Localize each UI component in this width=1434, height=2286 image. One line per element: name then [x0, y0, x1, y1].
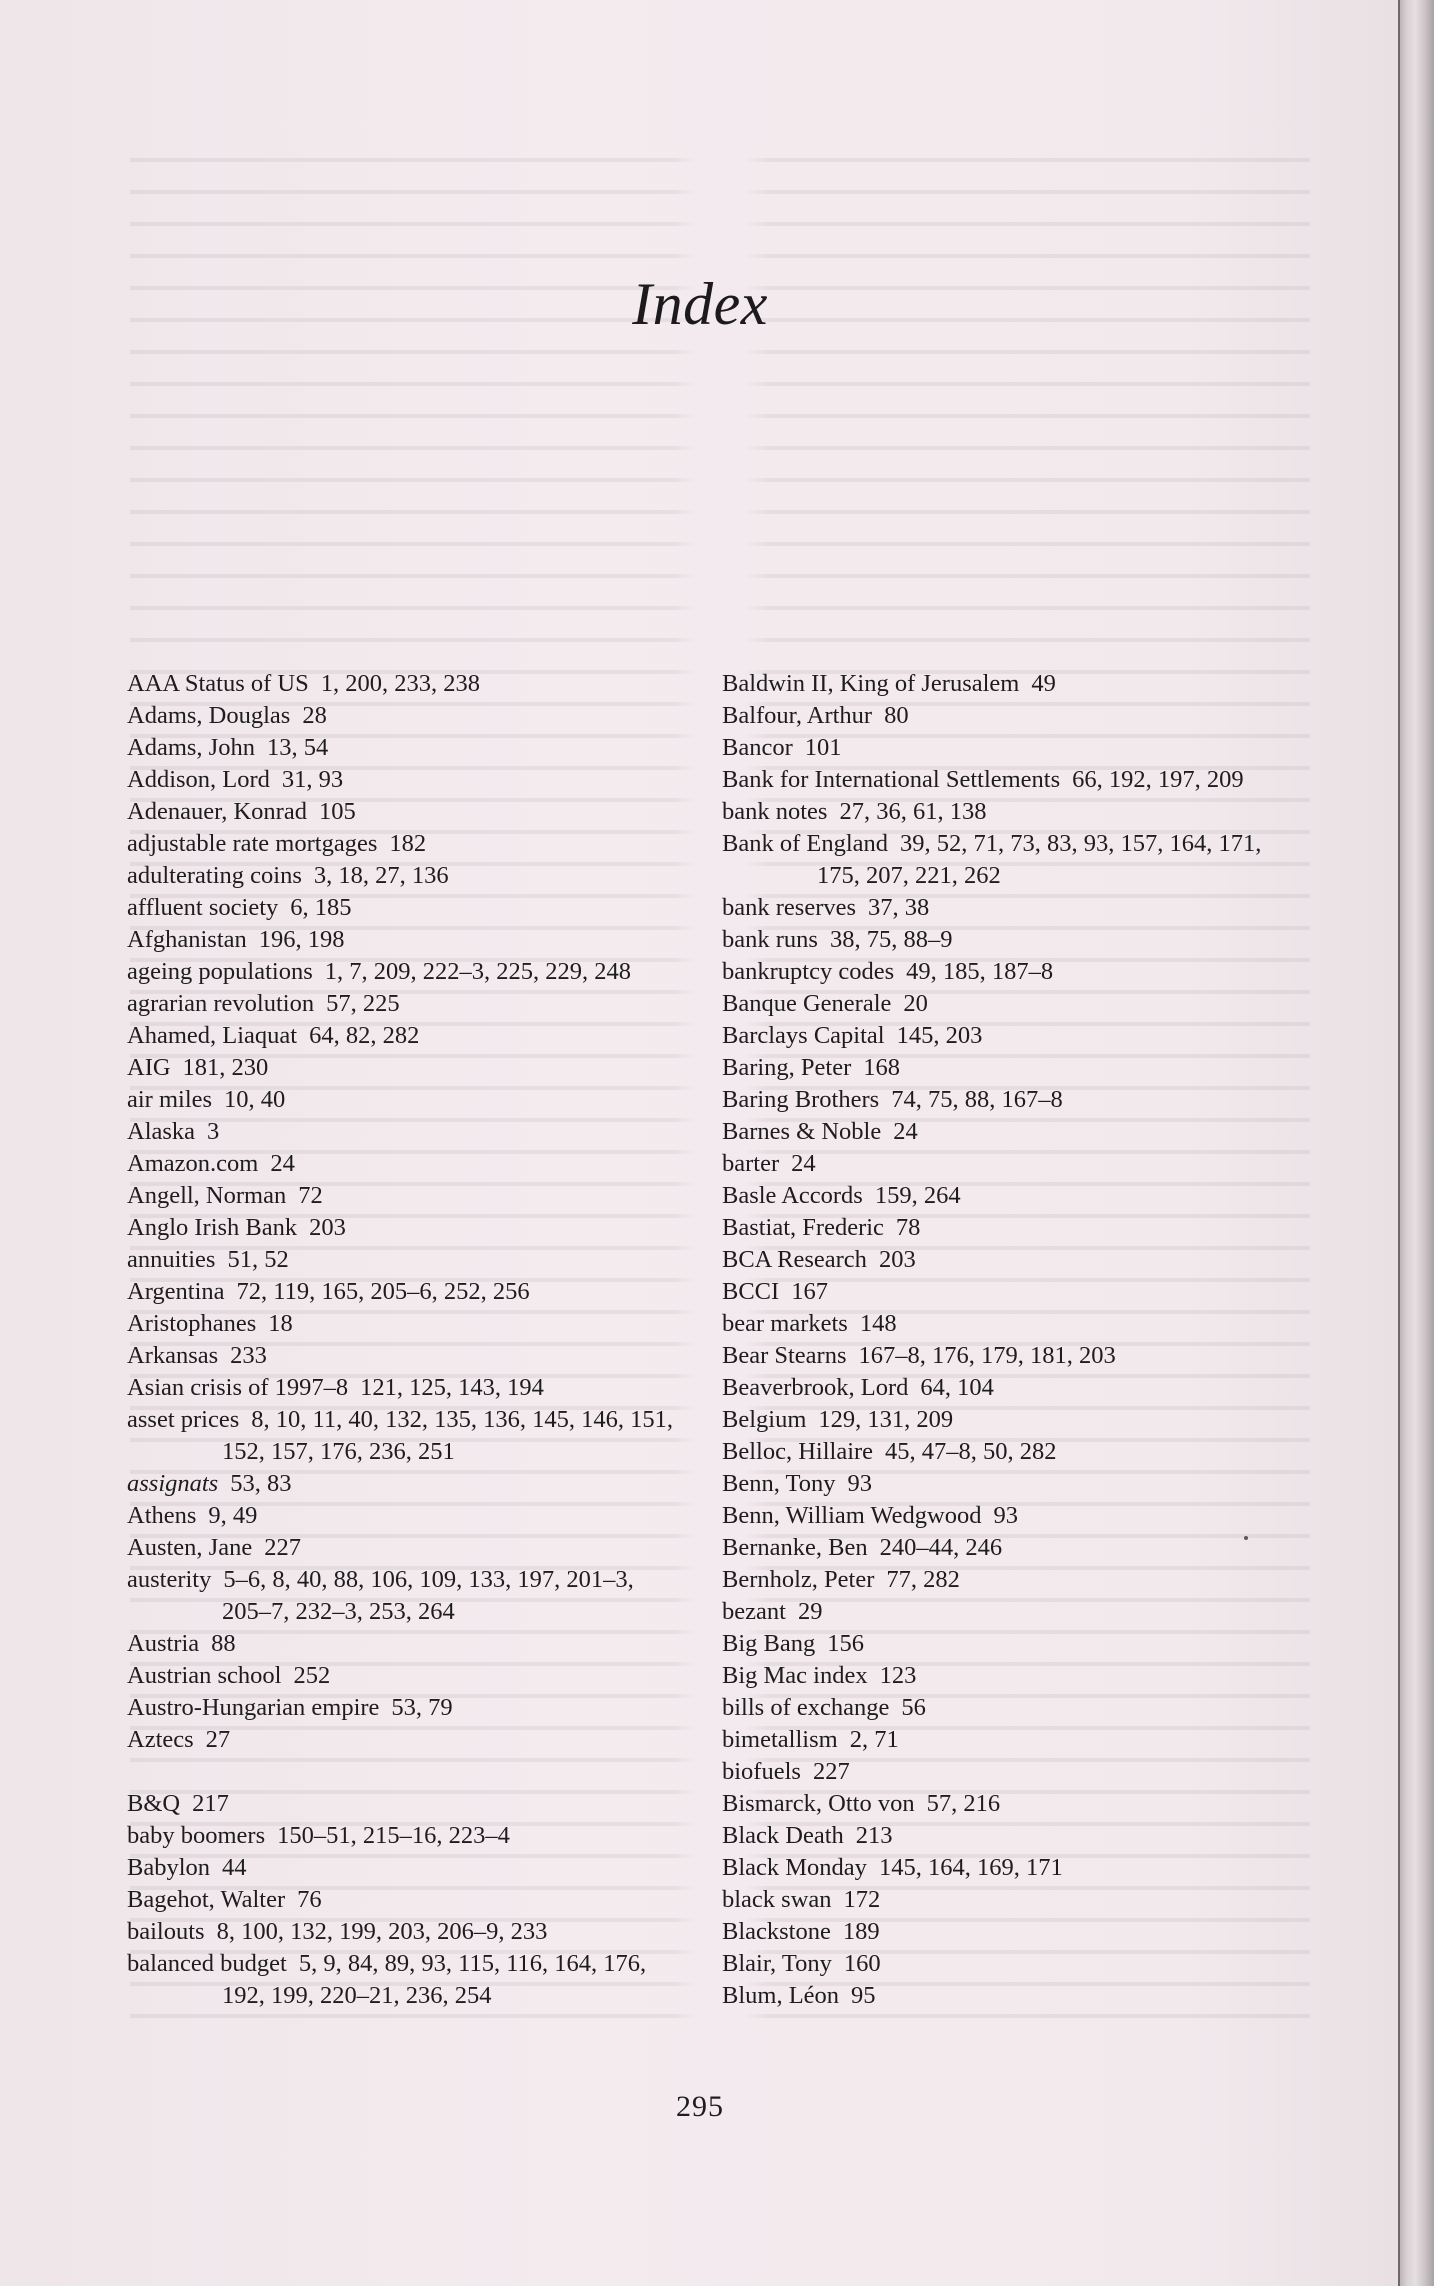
index-page-refs: 37, 38 [868, 894, 930, 921]
index-term: Barclays Capital [722, 1022, 885, 1049]
index-entry [127, 1084, 687, 1116]
index-term: Baring Brothers [722, 1086, 880, 1113]
index-entry [127, 1052, 687, 1084]
index-page-refs: 121, 125, 143, 194 [360, 1374, 544, 1401]
index-term: Beaverbrook, Lord [722, 1374, 909, 1401]
index-term: Black Monday [722, 1854, 867, 1881]
index-term: bank reserves [722, 894, 857, 921]
index-entry [127, 1308, 687, 1340]
index-term: air miles [127, 1086, 213, 1113]
index-entry [722, 892, 1282, 924]
index-page-refs: 57, 225 [326, 990, 400, 1017]
index-term: B&Q [127, 1790, 181, 1817]
index-entry [127, 1788, 687, 1820]
index-entry [722, 1596, 1282, 1628]
index-page-refs: 101 [804, 734, 842, 761]
index-page-refs: 156 [827, 1630, 864, 1657]
index-entry [127, 1180, 687, 1212]
index-term: adulterating coins [127, 862, 302, 889]
index-term: bank runs [722, 926, 818, 953]
index-page-refs: 196, 198 [258, 926, 345, 953]
index-page-refs: 160 [843, 1950, 881, 1977]
index-term: Amazon.com [127, 1150, 259, 1177]
index-entry [127, 1628, 687, 1660]
index-page-refs: 105 [318, 798, 356, 825]
index-term: Austrian school [127, 1662, 282, 1689]
index-term: Austro-Hungarian empire [127, 1694, 380, 1721]
index-term: Bear Stearns [722, 1342, 847, 1369]
index-entry [127, 1340, 687, 1372]
index-term: Bernanke, Ben [722, 1534, 868, 1561]
index-entry [722, 1084, 1282, 1116]
index-term: Baring, Peter [722, 1054, 852, 1081]
index-page-refs: 24 [270, 1150, 295, 1177]
index-entry [127, 924, 687, 956]
index-page-refs: 24 [893, 1118, 918, 1145]
index-entry [127, 1500, 687, 1532]
index-page-refs: 93 [847, 1470, 873, 1497]
index-entry [722, 1820, 1282, 1852]
index-column-left [127, 668, 687, 2012]
index-page-refs: 172 [843, 1886, 881, 1913]
index-page-refs: 5–6, 8, 40, 88, 106, 109, 133, 197, 201–3, 205–7, 232–3, 253, 264 [222, 1566, 634, 1625]
index-page-refs: 53, 79 [391, 1694, 453, 1721]
index-entry [127, 1148, 687, 1180]
index-term: BCCI [722, 1278, 780, 1305]
index-entry [127, 796, 687, 828]
index-page-refs: 66, 192, 197, 209 [1072, 766, 1244, 793]
index-page-refs: 74, 75, 88, 167–8 [891, 1086, 1063, 1113]
index-page-refs: 88 [211, 1630, 236, 1657]
index-entry [127, 892, 687, 924]
index-term: Bismarck, Otto von [722, 1790, 915, 1817]
page-title: Index [632, 271, 768, 337]
index-entry [722, 1628, 1282, 1660]
page-number: 295 [676, 2090, 724, 2123]
index-page-refs: 29 [797, 1598, 823, 1625]
index-page-refs: 2, 71 [849, 1726, 899, 1753]
index-entry [127, 1372, 687, 1404]
index-page-refs: 123 [879, 1662, 917, 1689]
index-term: Big Mac index [722, 1662, 868, 1689]
index-term: Alaska [127, 1118, 196, 1145]
index-entry [127, 988, 687, 1020]
index-page-refs: 10, 40 [224, 1086, 286, 1113]
index-page-refs: 49 [1031, 670, 1056, 697]
index-entry [127, 1692, 687, 1724]
index-entry [127, 668, 687, 700]
index-entry [722, 1148, 1282, 1180]
index-entry [722, 1404, 1282, 1436]
index-term: Balfour, Arthur [722, 702, 873, 729]
index-term: bezant [722, 1598, 786, 1625]
index-page-refs: 159, 264 [874, 1182, 961, 1209]
index-page-refs: 49, 185, 187–8 [906, 958, 1054, 985]
index-page-refs: 24 [791, 1150, 816, 1177]
index-page-refs: 64, 104 [920, 1374, 994, 1401]
index-term: Blair, Tony [722, 1950, 832, 1977]
index-page-refs: 189 [842, 1918, 880, 1945]
index-term: bimetallism [722, 1726, 838, 1753]
index-entry [127, 1724, 687, 1756]
index-term: bankruptcy codes [722, 958, 895, 985]
index-entry [722, 1660, 1282, 1692]
index-entry [722, 1564, 1282, 1596]
index-term: ageing populations [127, 958, 313, 985]
page-stack-edge [1400, 0, 1434, 2286]
index-page-refs: 213 [855, 1822, 893, 1849]
index-page-refs: 78 [895, 1214, 921, 1241]
index-term: Basle Accords [722, 1182, 863, 1209]
index-term: asset prices [127, 1406, 240, 1433]
index-entry [127, 1948, 687, 2012]
index-page-refs: 28 [302, 702, 327, 729]
paper-speck [1244, 1536, 1248, 1540]
index-page-refs: 20 [903, 990, 928, 1017]
index-page-refs: 95 [851, 1982, 876, 2009]
index-entry [127, 1116, 687, 1148]
index-entry [722, 1788, 1282, 1820]
index-page-refs: 167 [791, 1278, 828, 1305]
index-entry [722, 668, 1282, 700]
section-gap [127, 1756, 687, 1788]
index-entry [127, 1916, 687, 1948]
index-entry [127, 860, 687, 892]
index-page-refs: 227 [812, 1758, 850, 1785]
index-term: Adams, Douglas [127, 702, 291, 729]
index-term: Bernholz, Peter [722, 1566, 875, 1593]
index-entry [722, 1884, 1282, 1916]
index-term: Argentina [127, 1278, 225, 1305]
index-entry [722, 796, 1282, 828]
index-term: Asian crisis of 1997–8 [127, 1374, 349, 1401]
index-term: Adenauer, Konrad [127, 798, 307, 825]
index-term: balanced budget [127, 1950, 287, 1977]
index-page-refs: 31, 93 [281, 766, 344, 793]
index-entry [722, 924, 1282, 956]
index-term: Bastiat, Frederic [722, 1214, 884, 1241]
index-entry [722, 956, 1282, 988]
index-term: Belgium [722, 1406, 807, 1433]
index-page-refs: 9, 49 [208, 1502, 258, 1529]
index-term: assignats [127, 1470, 219, 1497]
index-page-refs: 148 [859, 1310, 897, 1337]
index-term: Athens [127, 1502, 197, 1529]
index-term: Aztecs [127, 1726, 194, 1753]
index-term: Blum, Léon [722, 1982, 840, 2009]
index-term: Benn, William Wedgwood [722, 1502, 982, 1529]
index-page-refs: 168 [863, 1054, 901, 1081]
index-entry [127, 1820, 687, 1852]
index-page-refs: 8, 100, 132, 199, 203, 206–9, 233 [216, 1918, 548, 1945]
index-term: Bank for International Settlements [722, 766, 1061, 793]
index-entry [722, 700, 1282, 732]
index-page-refs: 76 [297, 1886, 322, 1913]
index-page-refs: 57, 216 [926, 1790, 1001, 1817]
index-entry [722, 1308, 1282, 1340]
index-entry [722, 1116, 1282, 1148]
index-term: Barnes & Noble [722, 1118, 882, 1145]
index-page-refs: 51, 52 [227, 1246, 289, 1273]
index-page-refs: 3 [207, 1118, 220, 1145]
index-entry [127, 764, 687, 796]
index-page-refs: 64, 82, 282 [309, 1022, 420, 1049]
index-page-refs: 150–51, 215–16, 223–4 [277, 1822, 510, 1849]
index-entry [722, 732, 1282, 764]
index-term: Arkansas [127, 1342, 219, 1369]
index-entry [127, 1564, 687, 1628]
index-page-refs: 72 [298, 1182, 323, 1209]
index-entry [127, 1020, 687, 1052]
index-entry [127, 1212, 687, 1244]
index-term: bailouts [127, 1918, 205, 1945]
index-entry [127, 956, 687, 988]
index-page-refs: 233 [230, 1342, 267, 1369]
index-page-refs: 27, 36, 61, 138 [839, 798, 987, 825]
index-page-refs: 45, 47–8, 50, 282 [885, 1438, 1057, 1465]
index-term: Austria [127, 1630, 200, 1657]
index-page-refs: 72, 119, 165, 205–6, 252, 256 [236, 1278, 530, 1305]
index-entry [127, 700, 687, 732]
index-term: adjustable rate mortgages [127, 830, 378, 857]
index-entry [722, 1436, 1282, 1468]
index-entry [127, 1276, 687, 1308]
index-term: annuities [127, 1246, 216, 1273]
index-entry [127, 1852, 687, 1884]
index-term: bills of exchange [722, 1694, 890, 1721]
index-entry [722, 828, 1282, 892]
index-term: Angell, Norman [127, 1182, 287, 1209]
index-page-refs: 145, 164, 169, 171 [878, 1854, 1063, 1881]
index-term: austerity [127, 1566, 212, 1593]
index-page-refs: 203 [878, 1246, 916, 1273]
index-entry [722, 1692, 1282, 1724]
index-term: AIG [127, 1054, 171, 1081]
index-term: Bancor [722, 734, 793, 761]
index-entry [722, 1468, 1282, 1500]
index-term: Big Bang [722, 1630, 816, 1657]
index-term: AAA Status of US [127, 670, 309, 697]
index-page-refs: 93 [993, 1502, 1018, 1529]
index-entry [127, 732, 687, 764]
index-term: Bagehot, Walter [127, 1886, 286, 1913]
index-entry [722, 1756, 1282, 1788]
index-page-refs: 6, 185 [290, 894, 352, 921]
index-entry [722, 1244, 1282, 1276]
index-page-refs: 13, 54 [266, 734, 329, 761]
index-page-refs: 182 [389, 830, 427, 857]
index-entry [722, 1372, 1282, 1404]
index-term: Addison, Lord [127, 766, 270, 793]
index-term: BCA Research [722, 1246, 867, 1273]
index-page-refs: 145, 203 [896, 1022, 983, 1049]
index-term: Bank of England [722, 830, 889, 857]
index-entry [722, 1500, 1282, 1532]
index-entry [722, 1948, 1282, 1980]
index-entry [722, 1916, 1282, 1948]
index-term: baby boomers [127, 1822, 266, 1849]
index-term: Afghanistan [127, 926, 247, 953]
index-column-right [722, 668, 1282, 2012]
index-term: bank notes [722, 798, 828, 825]
index-entry [722, 1020, 1282, 1052]
index-page-refs: 56 [901, 1694, 926, 1721]
index-entry [127, 1884, 687, 1916]
index-entry [722, 1852, 1282, 1884]
index-entry [127, 1532, 687, 1564]
index-page-refs: 77, 282 [886, 1566, 960, 1593]
index-page-refs: 129, 131, 209 [818, 1406, 954, 1433]
index-entry [722, 1724, 1282, 1756]
index-page-refs: 18 [268, 1310, 293, 1337]
index-page-refs: 167–8, 176, 179, 181, 203 [858, 1342, 1116, 1369]
index-term: Babylon [127, 1854, 211, 1881]
index-entry [127, 1468, 687, 1500]
index-term: agrarian revolution [127, 990, 315, 1017]
index-page-refs: 240–44, 246 [879, 1534, 1003, 1561]
index-page-refs: 1, 200, 233, 238 [320, 670, 480, 697]
index-entry [722, 1340, 1282, 1372]
index-term: biofuels [722, 1758, 801, 1785]
index-entry [722, 1212, 1282, 1244]
index-entry [722, 988, 1282, 1020]
index-entry [127, 828, 687, 860]
index-term: Anglo Irish Bank [127, 1214, 298, 1241]
index-entry [127, 1244, 687, 1276]
index-term: barter [722, 1150, 780, 1177]
index-entry [722, 1180, 1282, 1212]
index-term: Baldwin II, King of Jerusalem [722, 670, 1020, 697]
index-page-refs: 227 [264, 1534, 301, 1561]
index-page-refs: 181, 230 [182, 1054, 269, 1081]
index-entry [127, 1404, 687, 1468]
index-term: Aristophanes [127, 1310, 257, 1337]
index-entry [722, 1532, 1282, 1564]
index-page-refs: 53, 83 [230, 1470, 292, 1497]
index-entry [722, 1052, 1282, 1084]
index-entry [722, 1980, 1282, 2012]
index-term: Belloc, Hillaire [722, 1438, 874, 1465]
index-term: bear markets [722, 1310, 848, 1337]
index-page-refs: 5, 9, 84, 89, 93, 115, 116, 164, 176, 192, 199, 220–21, 236, 254 [222, 1950, 647, 2009]
index-page-refs: 1, 7, 209, 222–3, 225, 229, 248 [324, 958, 632, 985]
index-term: Black Death [722, 1822, 844, 1849]
index-page-refs: 44 [222, 1854, 247, 1881]
index-page-refs: 39, 52, 71, 73, 83, 93, 157, 164, 171, 175, 207, 221, 262 [817, 830, 1262, 889]
index-term: Benn, Tony [722, 1470, 836, 1497]
index-page-refs: 217 [192, 1790, 229, 1817]
index-term: Adams, John [127, 734, 255, 761]
index-term: Blackstone [722, 1918, 831, 1945]
index-term: Banque Generale [722, 990, 892, 1017]
index-term: black swan [722, 1886, 832, 1913]
index-page-refs: 80 [884, 702, 909, 729]
index-page-refs: 38, 75, 88–9 [829, 926, 953, 953]
index-page-refs: 8, 10, 11, 40, 132, 135, 136, 145, 146, 151, 152, 157, 176, 236, 251 [222, 1406, 673, 1465]
index-entry [127, 1660, 687, 1692]
index-page-refs: 27 [205, 1726, 231, 1753]
index-entry [722, 1276, 1282, 1308]
index-page-refs: 3, 18, 27, 136 [313, 862, 449, 889]
index-page-refs: 252 [293, 1662, 331, 1689]
index-term: affluent society [127, 894, 279, 921]
index-term: Ahamed, Liaquat [127, 1022, 298, 1049]
index-page-refs: 203 [309, 1214, 346, 1241]
index-entry [722, 764, 1282, 796]
index-term: Austen, Jane [127, 1534, 253, 1561]
